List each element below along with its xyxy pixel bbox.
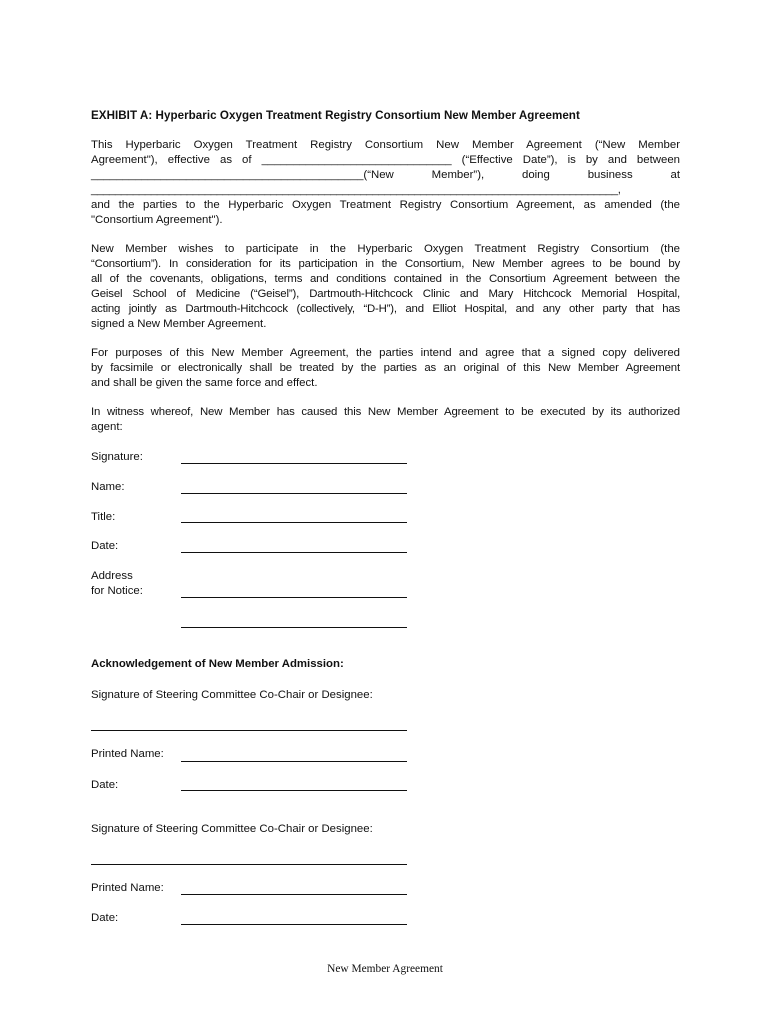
cochair-signature-line-1[interactable]: [91, 730, 407, 731]
counterparts-paragraph: [91, 346, 680, 391]
intro-line-5: and the parties to the Hyperbaric Oxygen Treatment Registry Consortium Agreement, as amended (the: [91, 199, 680, 211]
para3-line-2: by facsimile or electronically shall be treated by the parties as an original of this New Member Agreement: [91, 362, 680, 374]
title-label: Title:: [91, 511, 116, 523]
address-label-line-1: Address: [91, 570, 133, 582]
acknowledgement-heading: Acknowledgement of New Member Admission:: [91, 658, 344, 670]
intro-line-2: [91, 153, 680, 168]
intro-line-6: "Consortium Agreement").: [91, 214, 223, 226]
para2-line-4: Geisel School of Medicine (“Geisel”), Dartmouth-Hitchcock Clinic and Mary Hitchcock Memorial Hospital,: [91, 288, 680, 300]
ack-date-line-1[interactable]: [181, 790, 407, 791]
effective-date-blank[interactable]: ______________________________: [261, 154, 452, 166]
cochair-signature-label-2: Signature of Steering Committee Co-Chair or Designee:: [91, 823, 373, 835]
date-line[interactable]: [181, 552, 407, 553]
cochair-signature-label-1: Signature of Steering Committee Co-Chair or Designee:: [91, 689, 373, 701]
ack-date-line-2[interactable]: [181, 924, 407, 925]
document-title: EXHIBIT A: Hyperbaric Oxygen Treatment Registry Consortium New Member Agreement: [91, 109, 580, 122]
printed-name-line-2[interactable]: [181, 894, 407, 895]
para2-line-3: all of the covenants, obligations, terms and conditions contained in the Consortium Agreement between the: [91, 273, 680, 285]
address-line-1[interactable]: [181, 597, 407, 598]
printed-name-line-1[interactable]: [181, 761, 407, 762]
intro-line-2-end: (“Effective Date”), is by and between: [451, 154, 680, 166]
ack-date-label-2: Date:: [91, 912, 119, 924]
intro-line-4-comma: ,: [617, 184, 621, 196]
ack-date-label-1: Date:: [91, 779, 119, 791]
para2-line-1: New Member wishes to participate in the Hyperbaric Oxygen Treatment Registry Consortium (the: [91, 243, 680, 255]
intro-paragraph: [91, 138, 680, 228]
witness-paragraph: [91, 405, 680, 435]
page-footer: New Member Agreement: [327, 963, 443, 975]
participation-paragraph: [91, 242, 680, 332]
printed-name-label-2: Printed Name:: [91, 882, 164, 894]
signature-label: Signature:: [91, 451, 143, 463]
address-label-line-2: for Notice:: [91, 585, 143, 597]
address-line-2[interactable]: [181, 627, 407, 628]
para4-line-1: In witness whereof, New Member has caused this New Member Agreement to be executed by its authorized: [91, 406, 680, 418]
title-line[interactable]: [181, 522, 407, 523]
intro-line-2-start: Agreement"), effective as of: [91, 154, 262, 166]
business-address-blank[interactable]: ________________________________________________________________________________________: [91, 184, 618, 196]
intro-line-4: [91, 183, 680, 198]
name-label: Name:: [91, 481, 125, 493]
para4-line-2: agent:: [91, 421, 123, 433]
intro-line-1: This Hyperbaric Oxygen Treatment Registry Consortium New Member Agreement (“New Member: [91, 139, 680, 151]
intro-line-3-end: (“New Member”), doing business at: [363, 169, 680, 181]
para2-line-5: acting jointly as Dartmouth-Hitchcock (collectively, “D-H”), and Elliot Hospital, and any other party that has: [91, 303, 680, 315]
new-member-name-blank[interactable]: ___________________________________________: [91, 169, 364, 181]
intro-line-3: [91, 168, 680, 183]
para2-line-2: “Consortium”). In consideration for its participation in the Consortium, New Member agrees to be bound by: [91, 258, 680, 270]
para2-line-6: signed a New Member Agreement.: [91, 318, 267, 330]
printed-name-label-1: Printed Name:: [91, 748, 164, 760]
para3-line-1: For purposes of this New Member Agreement, the parties intend and agree that a signed copy delivered: [91, 347, 680, 359]
para3-line-3: and shall be given the same force and effect.: [91, 377, 318, 389]
cochair-signature-line-2[interactable]: [91, 864, 407, 865]
date-label: Date:: [91, 540, 119, 552]
signature-line[interactable]: [181, 463, 407, 464]
name-line[interactable]: [181, 493, 407, 494]
